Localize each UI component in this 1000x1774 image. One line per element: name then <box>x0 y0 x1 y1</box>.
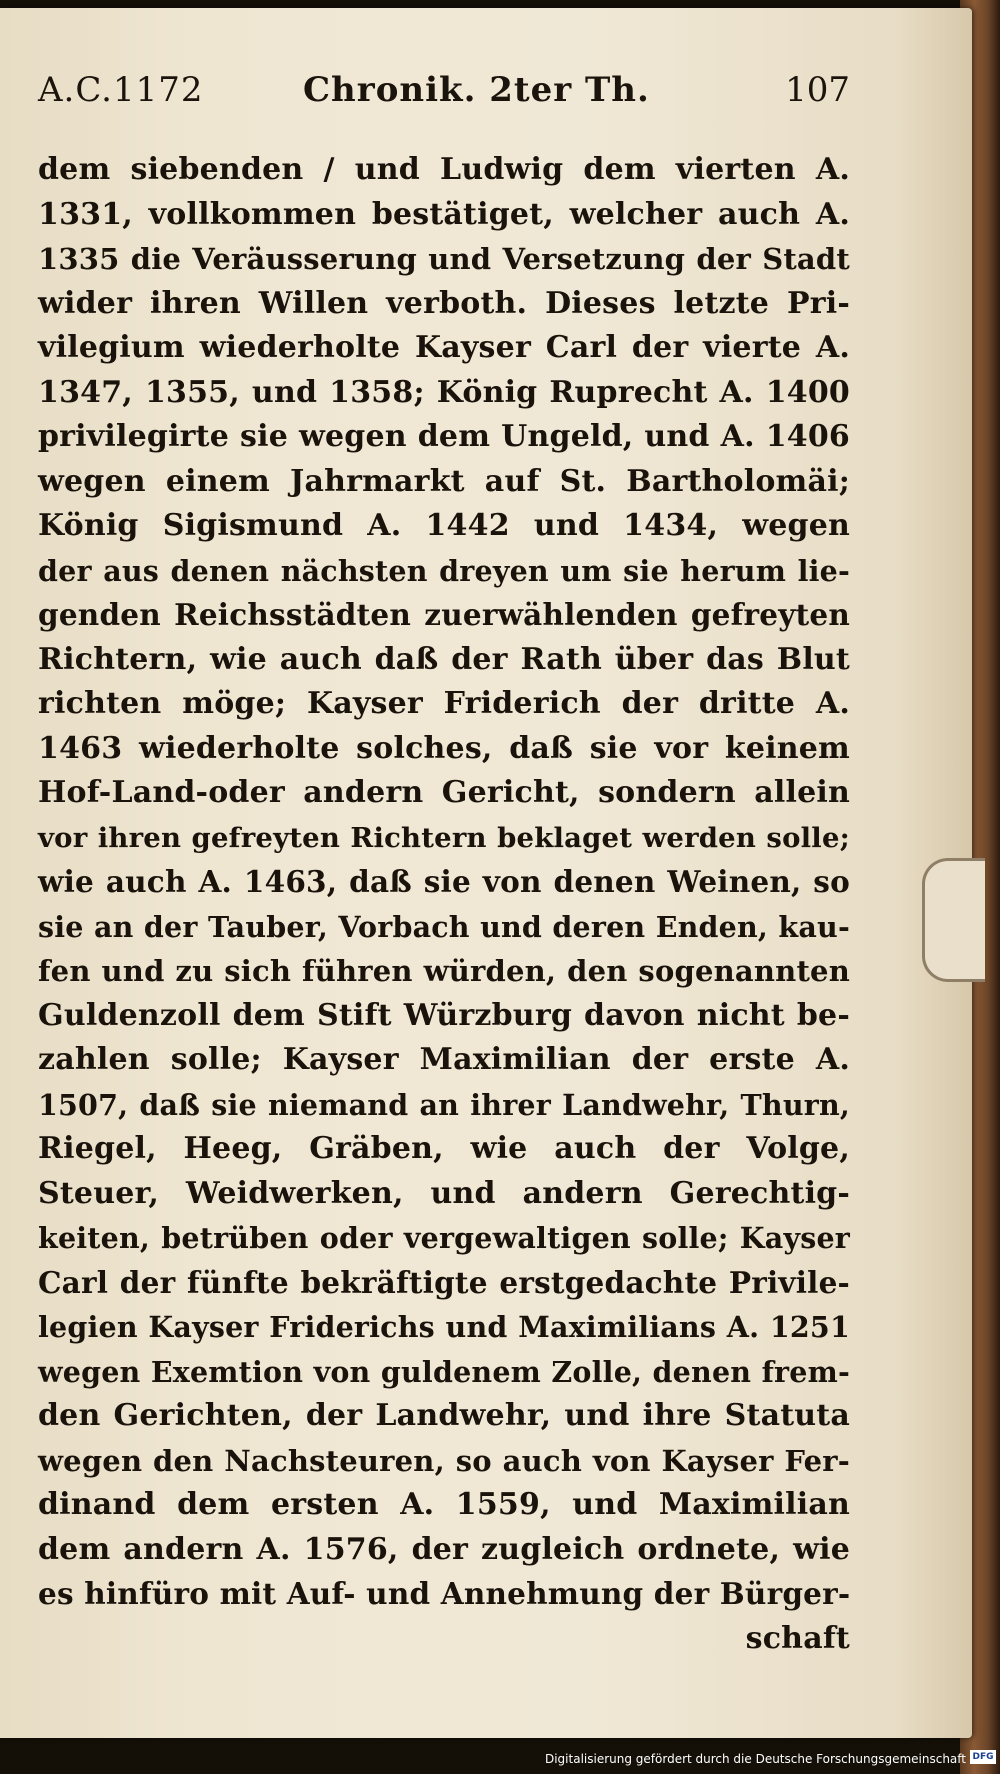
book-page <box>0 8 972 1738</box>
text-line: Hof-Land-oder andern Gericht, sondern allein <box>38 775 850 810</box>
text-line: 1507, daß sie niemand an ihrer Landwehr, Thurn, <box>38 1087 850 1122</box>
text-line: wider ihren Willen verboth. Dieses letzte Pri- <box>38 285 850 321</box>
text-line: Richtern, wie auch daß der Rath über das Blut <box>38 641 850 677</box>
text-line: wegen den Nachsteuren, so auch von Kayser Fer- <box>38 1443 850 1478</box>
page-number: 107 <box>785 70 850 110</box>
text-line: keiten, betrüben oder vergewaltigen solle; Kayser <box>38 1221 850 1255</box>
text-line: vor ihren gefreyten Richtern beklaget werden solle; <box>38 821 850 854</box>
text-line: privilegirte sie wegen dem Ungeld, und A. 1406 <box>38 419 850 454</box>
text-line: es hinfüro mit Auf- und Annehmung der Bürger- <box>38 1576 851 1611</box>
text-line: dinand dem ersten A. 1559, und Maximilian <box>38 1487 850 1522</box>
text-line: Riegel, Heeg, Gräben, wie auch der Volge, <box>38 1131 850 1166</box>
text-line: sie an der Tauber, Vorbach und deren Enden, kau- <box>38 909 850 944</box>
text-line: zahlen solle; Kayser Maximilian der erste A. <box>38 1042 850 1077</box>
text-line: legien Kayser Friderichs und Maximilians A. 1251 <box>38 1310 850 1344</box>
text-line: vilegium wiederholte Kayser Carl der vierte A. <box>38 330 850 365</box>
text-line: 1347, 1355, und 1358; König Ruprecht A. 1400 <box>38 374 850 410</box>
digitization-credit: Digitalisierung gefördert durch die Deutsche Forschungsgemeinschaft <box>544 1752 966 1766</box>
text-line: genden Reichsstädten zuerwählenden gefreyten <box>38 597 850 632</box>
text-line: Carl der fünfte bekräftigte erstgedachte Privile- <box>38 1264 850 1300</box>
text-line: 1335 die Veräusserung und Versetzung der Stadt <box>38 242 850 276</box>
bookmark-tab <box>922 858 985 982</box>
text-line: wegen einem Jahrmarkt auf St. Bartholomäi; <box>38 463 850 499</box>
dfg-logo: DFG <box>970 1750 996 1764</box>
text-line: dem siebenden / und Ludwig dem vierten A. <box>38 152 850 187</box>
running-header <box>38 70 850 120</box>
body-text <box>38 148 850 1661</box>
text-line: fen und zu sich führen würden, den sogenannten <box>38 954 850 988</box>
header-year: A.C.1172 <box>38 70 204 110</box>
text-line: Steuer, Weidwerken, und andern Gerechtig- <box>38 1175 850 1211</box>
text-line: 1331, vollkommen bestätiget, welcher auch A. <box>38 196 850 232</box>
footer-bar <box>0 1744 1000 1774</box>
text-line: dem andern A. 1576, der zugleich ordnete, wie <box>38 1531 850 1567</box>
header-title: Chronik. 2ter Th. <box>303 70 650 110</box>
text-line: Guldenzoll dem Stift Würzburg davon nicht be- <box>38 997 850 1033</box>
text-line: den Gerichten, der Landwehr, und ihre Statuta <box>38 1398 850 1433</box>
text-line: schaft <box>745 1620 850 1656</box>
text-line: König Sigismund A. 1442 und 1434, wegen <box>38 508 850 543</box>
text-line: wie auch A. 1463, daß sie von denen Weinen, so <box>38 864 850 899</box>
text-line: richten möge; Kayser Friderich der dritte A. <box>38 686 850 721</box>
text-line: 1463 wiederholte solches, daß sie vor keinem <box>38 730 850 766</box>
text-line: der aus denen nächsten dreyen um sie herum lie- <box>38 553 850 588</box>
text-line: wegen Exemtion von guldenem Zolle, denen frem- <box>38 1354 850 1389</box>
